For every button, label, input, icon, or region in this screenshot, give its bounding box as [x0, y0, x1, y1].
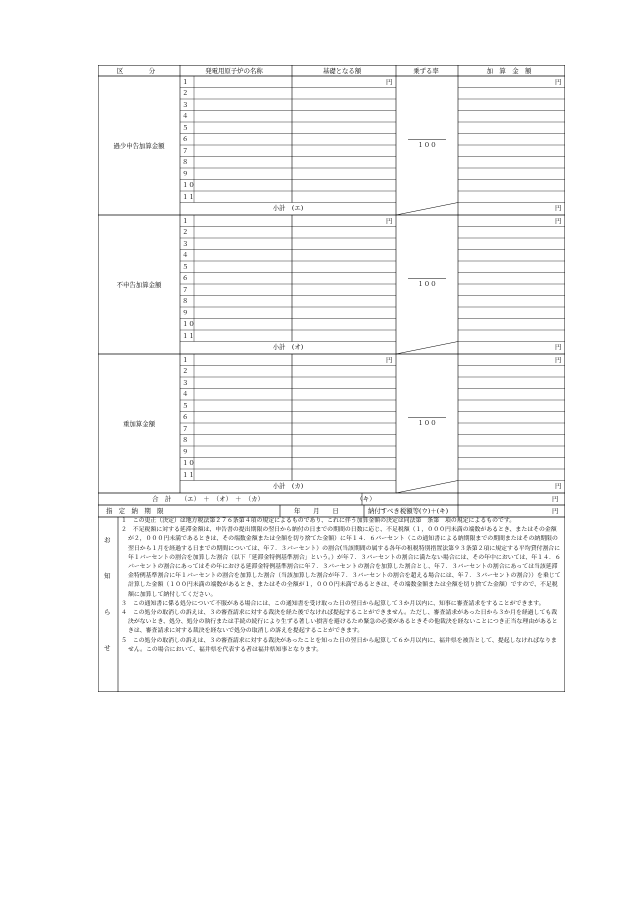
grand-total-label: 合 計 （エ） ＋ （オ） ＋ （カ）	[152, 495, 264, 503]
subtotal-yen-mark: 円	[555, 203, 562, 212]
row-number: ６	[182, 413, 189, 421]
subtotal-label: 小計 (オ)	[272, 342, 304, 351]
notice-heading-char: せ	[104, 644, 111, 652]
subtotal-label: 小計 (カ)	[272, 481, 304, 490]
row-number: ２	[182, 367, 189, 375]
tax-assessment-form	[98, 65, 565, 692]
row-number: １０	[182, 181, 195, 189]
row-number: ８	[182, 158, 189, 166]
subtotal-yen-mark: 円	[555, 481, 562, 490]
row-number: ４	[182, 251, 189, 259]
row-number: ３	[182, 378, 189, 387]
row-number: ９	[182, 447, 189, 456]
row-number: ７	[182, 424, 189, 433]
amount-yen-mark: 円	[555, 77, 562, 86]
header-rate: 乗ずる率	[413, 67, 439, 75]
row-number: ２	[182, 228, 189, 236]
row-number: ５	[182, 262, 189, 271]
row-number: ７	[182, 146, 189, 155]
notice-heading-char: お	[104, 536, 111, 544]
row-number: ８	[182, 297, 189, 305]
row-number: ４	[182, 112, 189, 120]
row-number: ９	[182, 308, 189, 317]
row-number: ９	[182, 169, 189, 178]
deadline-label: 指 定 納 期 限	[106, 507, 164, 515]
amount-yen-mark: 円	[555, 216, 562, 225]
section-label: 重加算金額	[123, 419, 155, 428]
notice-heading	[104, 535, 111, 679]
rate-value: １００	[417, 419, 437, 428]
notice-item: ３ この通知書に係る処分について不服がある場合には、この通知書を受け取った日の翌日から起算して３か月以内に、知事に審査請求をすることができます。	[121, 600, 545, 607]
subtotal-diagonal	[396, 342, 458, 355]
header-reactor-name: 発電用原子炉の名称	[205, 67, 263, 75]
grand-total-ki: （キ）	[356, 495, 376, 503]
notice-heading-char: 知	[104, 572, 111, 580]
row-number: １１	[182, 192, 195, 201]
section-label: 不申告加算金額	[116, 280, 162, 289]
row-number: １０	[182, 459, 195, 467]
rate-value: １００	[417, 141, 437, 150]
notice-item: ５ この処分の取消しの訴えは、３の審査請求に対する裁決があったことを知った日の翌日から起算して６か月以内に、福井県を被告として、提起しなければなりません。この場合において、福井県を代表する者は福井県知事となります。	[121, 637, 557, 653]
subtotal-label: 小計 (エ)	[272, 203, 304, 212]
row-number: １０	[182, 320, 195, 328]
row-number: ８	[182, 436, 189, 444]
base-yen-mark: 円	[386, 355, 393, 364]
amount-yen-mark: 円	[555, 355, 562, 364]
row-number: １１	[182, 470, 195, 479]
subtotal-diagonal	[396, 203, 458, 216]
row-number: ５	[182, 401, 189, 410]
notice-item: ２ 不足税額に対する延滞金額は、申告書の提出期限の翌日から納付の日までの期間の日数に応じ、不足税額（１，０００円未満の端数があるとき、またはその金額が２，０００円未満であるときは、その端数金額または全額を切り捨てた金額）に年１４．６パーセント（この通知書による納期限までの期間またはその納期限の翌日から１月を経過する日までの期間については、年７．３パーセント）の割合(当該期間の属する各年の租税特別措置法第９３条第２項に規定する平均貸付割合に年１パーセントの割合を加算した割合（以下「延滞金特例基準割合」という。）が年７．３パーセントの割合に満たない場合には、その年中においては、年１４．６パーセントの割合にあってはその年における延滞金特例基準割合に年７．３パーセントの割合を加算した割合とし、年７．３パーセントの割合にあっては当該延滞金特例基準割合に年１パーセントの割合を加算した割合（当該加算した割合が年７．３パーセントの割合を超える場合には、年７．３パーセントの割合））を乗じて計算した金額（１００円未満の端数があるとき、またはその全額が１，０００円未満であるときは、その端数金額または全額を切り捨てた金額）ですので、不足税額に加算して納付してください。	[121, 527, 561, 598]
row-number: ６	[182, 135, 189, 143]
payment-due-label: 納付すべき税額等(ウ)＋(キ)	[368, 507, 449, 515]
rate-value: １００	[417, 280, 437, 289]
grand-total-yen: 円	[552, 495, 559, 503]
row-number: １１	[182, 331, 195, 340]
header-surcharge-amount: 加 算 金 額	[486, 67, 532, 75]
header-base-amount: 基礎となる額	[322, 67, 362, 75]
payment-due-yen: 円	[552, 507, 559, 515]
row-number: ７	[182, 285, 189, 294]
notice-item: ４ この処分の取消しの訴えは、３の審査請求に対する裁決を経た後でなければ提起することができません。ただし、審査請求があった日から３か月を経過しても裁決がないとき、処分、処分の執行または手続の続行により生ずる著しい損害を避けるため緊急の必要があるときその他裁決を経ないことにつき正当な理由があるときは、審査請求に対する裁決を経ないで処分の取消しの訴えを提起することができます。	[121, 610, 558, 635]
header-category: 区 分	[116, 67, 156, 75]
subtotal-yen-mark: 円	[555, 342, 562, 351]
notice-item: １ この更正（決定）は地方税法第２７６条第４項の規定によるものであり、これに伴う加算金額の決定は同法第 条第 項の規定によるものです。	[121, 518, 516, 524]
row-number: ２	[182, 89, 189, 97]
row-number: ３	[182, 239, 189, 248]
row-number: １	[182, 77, 189, 86]
row-number: ５	[182, 123, 189, 132]
notice-body	[121, 517, 562, 655]
deadline-date: 年 月 日	[294, 507, 339, 515]
row-number: ３	[182, 100, 189, 109]
base-yen-mark: 円	[386, 77, 393, 86]
row-number: １	[182, 355, 189, 364]
row-number: ６	[182, 274, 189, 282]
base-yen-mark: 円	[386, 216, 393, 225]
subtotal-diagonal	[396, 481, 458, 494]
section-label: 過少申告加算金額	[113, 141, 165, 150]
notice-heading-char: ら	[104, 608, 111, 616]
row-number: ４	[182, 390, 189, 398]
row-number: １	[182, 216, 189, 225]
